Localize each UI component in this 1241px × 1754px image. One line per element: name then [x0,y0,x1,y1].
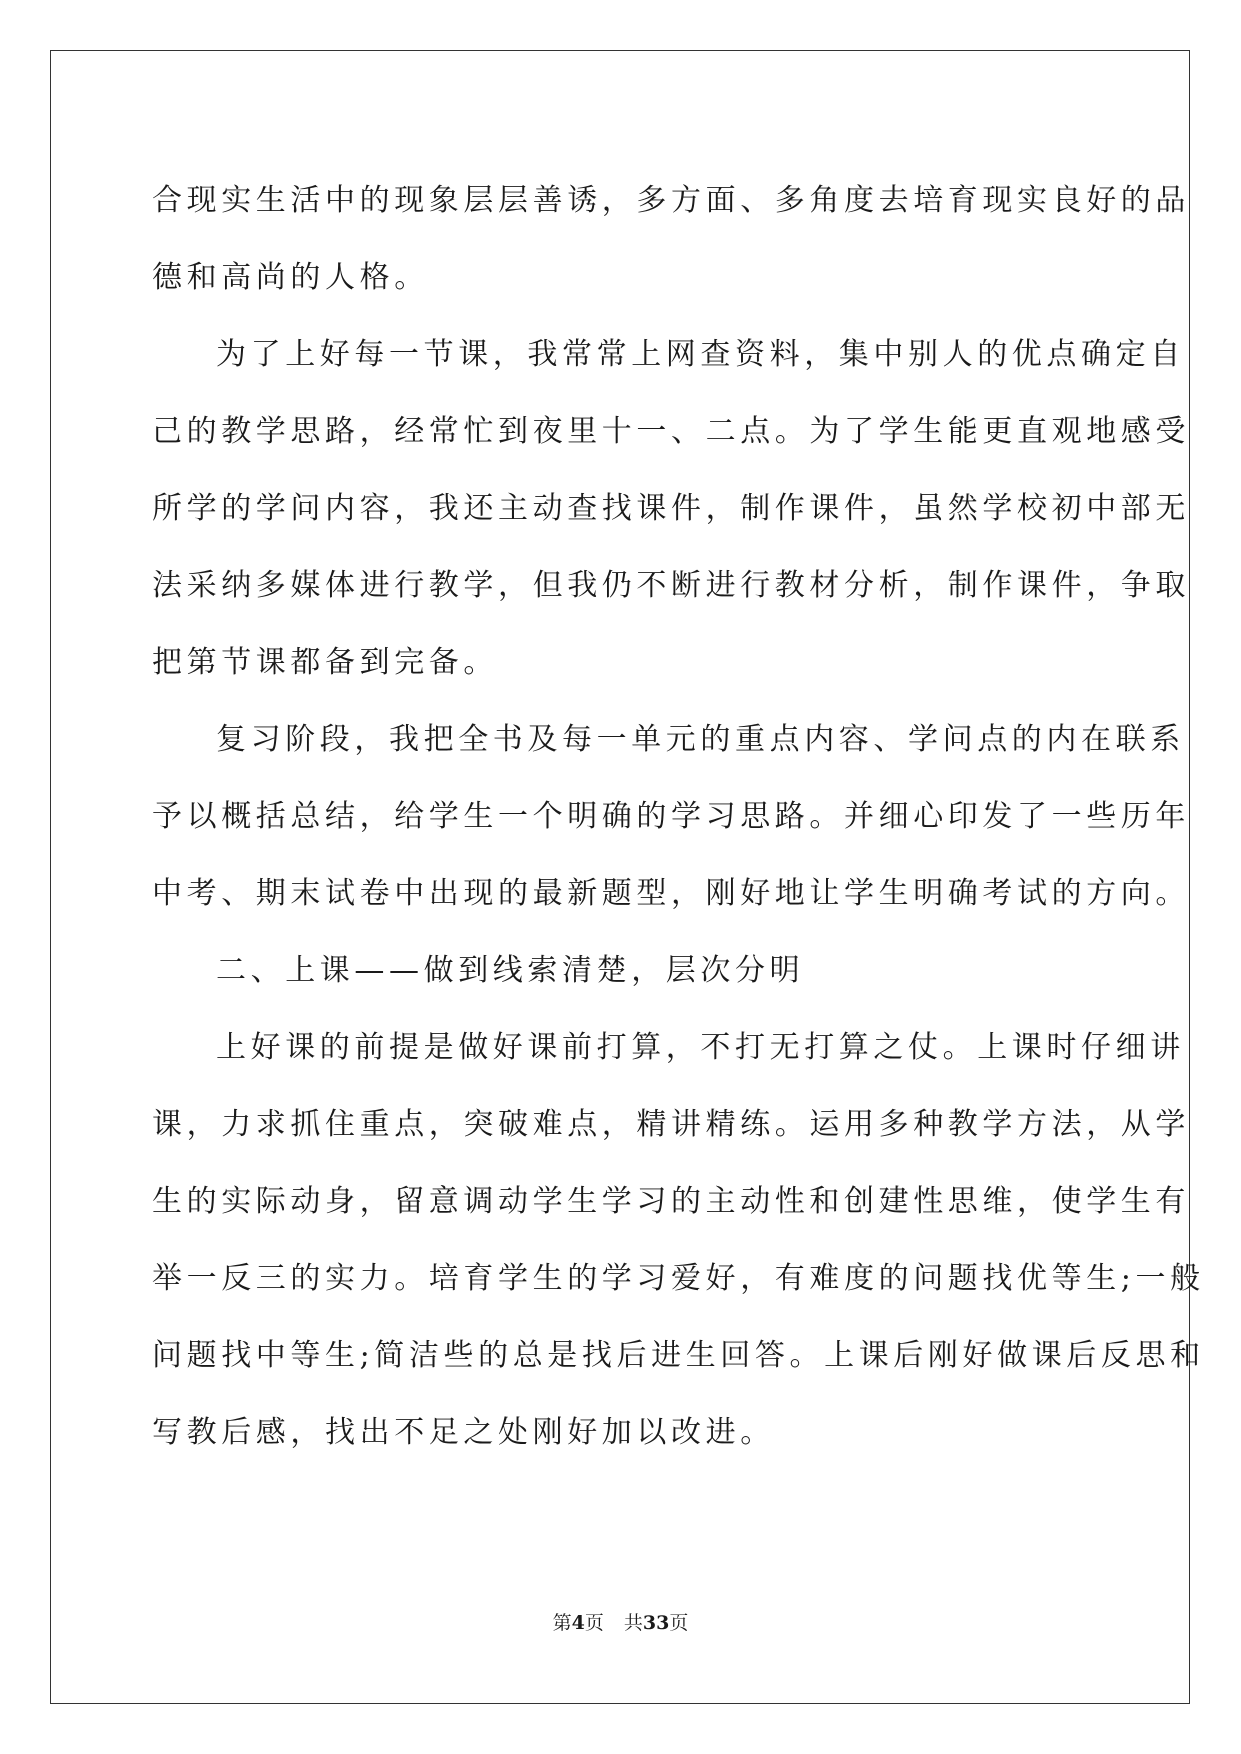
document-body [152,162,1205,1471]
total-prefix: 共 [623,1612,643,1634]
page-suffix: 页 [584,1612,604,1634]
text-line: 把第节课都备到完备。 [152,645,498,680]
text-line: 合现实生活中的现象层层善诱，多方面、多角度去培育现实良好的品 [152,183,1190,218]
text-line: 法采纳多媒体进行教学，但我仍不断进行教材分析，制作课件，争取 [152,568,1190,603]
page-footer [0,1608,1241,1635]
text-line: 问题找中等生;简洁些的总是找后进生回答。上课后刚好做课后反思和 [152,1338,1205,1373]
heading-text: 二、上课——做到线索清楚，层次分明 [216,953,805,988]
text-line: 生的实际动身，留意调动学生学习的主动性和创建性思维，使学生有 [152,1184,1190,1219]
text-line: 写教后感，找出不足之处刚好加以改进。 [152,1415,775,1450]
text-line: 课，力求抓住重点，突破难点，精讲精练。运用多种教学方法，从学 [152,1107,1190,1142]
page-number: 4 [571,1612,585,1634]
text-line: 所学的学问内容，我还主动查找课件，制作课件，虽然学校初中部无 [152,491,1190,526]
text-line: 上好课的前提是做好课前打算，不打无打算之仗。上课时仔细讲 [216,1030,1185,1065]
page-prefix: 第 [552,1612,572,1634]
text-line: 为了上好每一节课，我常常上网查资料，集中别人的优点确定自 [216,337,1185,372]
paragraph-3 [152,701,1190,932]
text-line: 己的教学思路，经常忙到夜里十一、二点。为了学生能更直观地感受 [152,414,1190,449]
text-line: 予以概括总结，给学生一个明确的学习思路。并细心印发了一些历年 [152,799,1190,834]
total-suffix: 页 [669,1612,689,1634]
text-line: 中考、期末试卷中出现的最新题型，刚好地让学生明确考试的方向。 [152,876,1190,911]
paragraph-1 [152,162,1190,316]
total-pages: 33 [642,1612,670,1634]
paragraph-4 [152,1009,1205,1471]
text-line: 举一反三的实力。培育学生的学习爱好，有难度的问题找优等生;一般 [152,1261,1205,1296]
text-line: 德和高尚的人格。 [152,260,429,295]
text-line: 复习阶段，我把全书及每一单元的重点内容、学问点的内在联系 [216,722,1185,757]
paragraph-2 [152,316,1190,701]
section-heading [152,932,1088,1009]
